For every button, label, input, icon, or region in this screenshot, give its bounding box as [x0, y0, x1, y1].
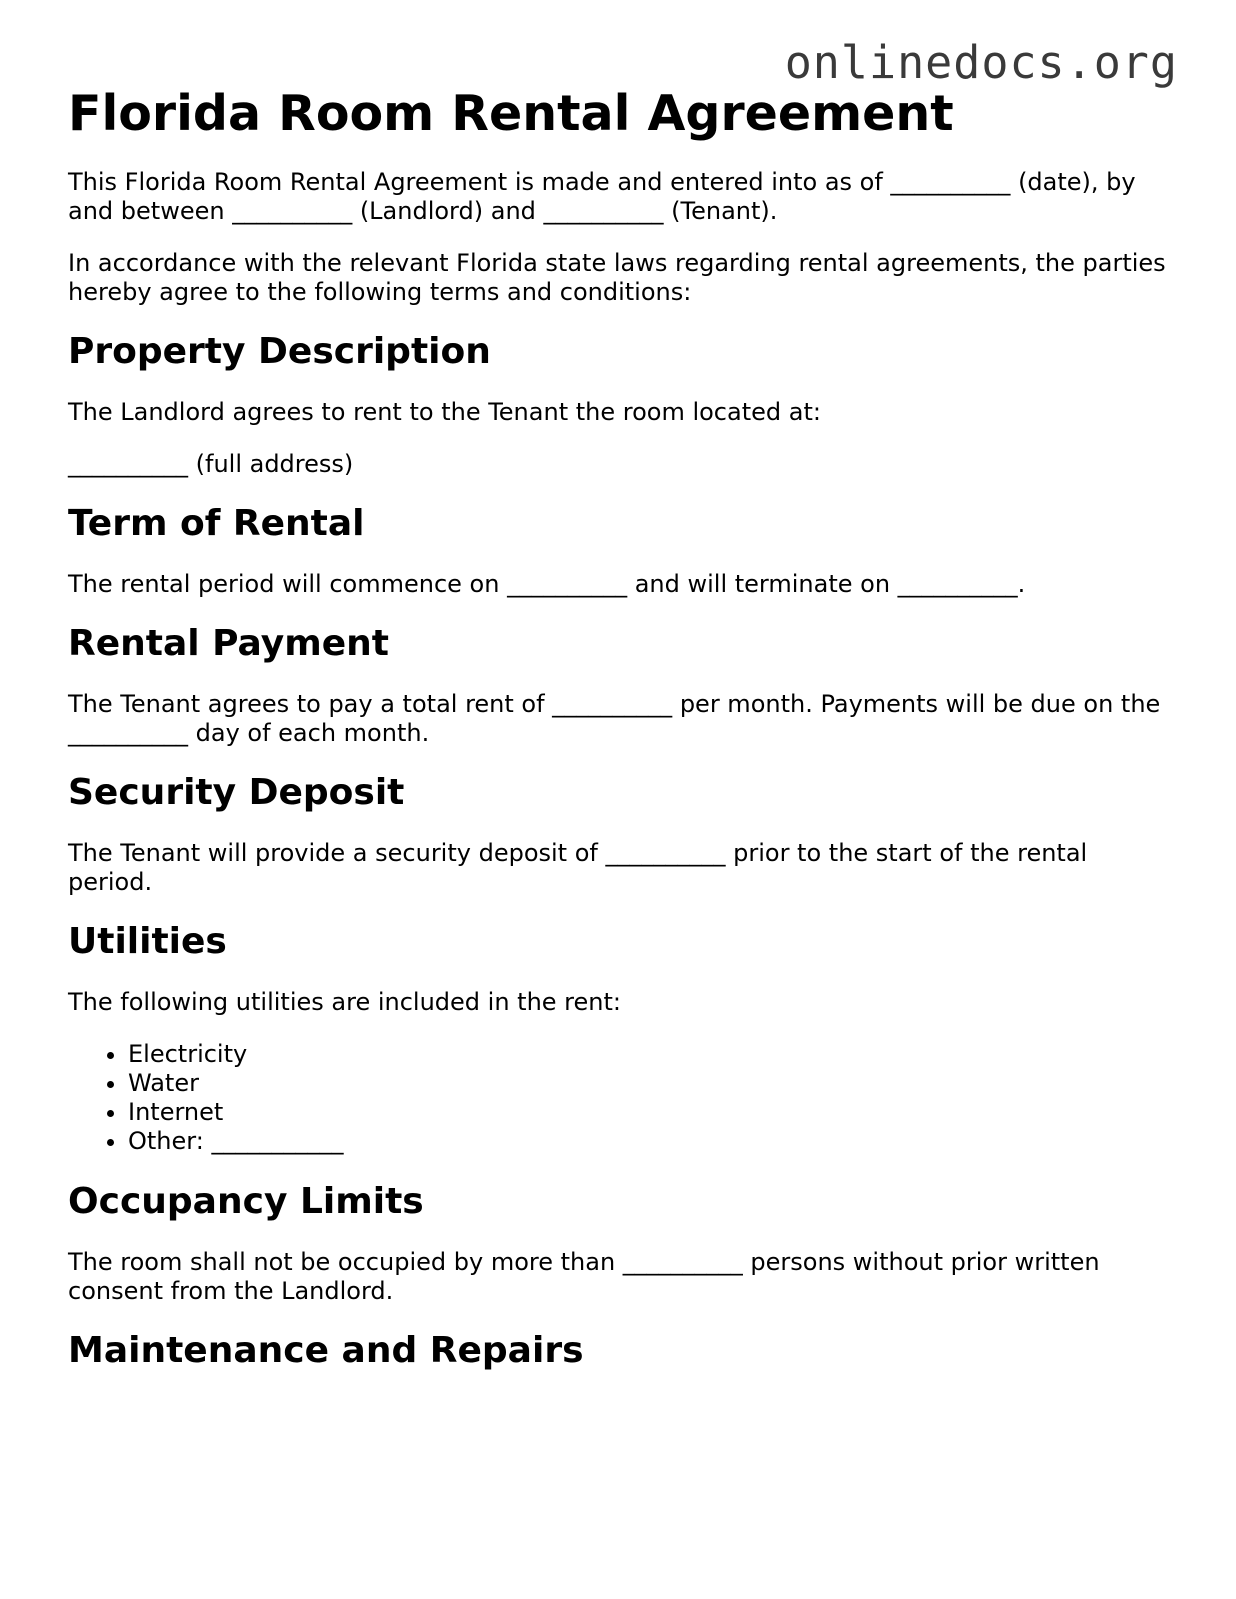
utilities-paragraph: The following utilities are included in the rent: — [68, 988, 621, 1016]
payment-paragraph: The Tenant agrees to pay a total rent of __________ per month. Payments will be due on the __________ day of each month. — [68, 690, 1161, 747]
intro-paragraph: This Florida Room Rental Agreement is made and entered into as of __________ (date), by and between __________ (Landlord) and __________ (Tenant). — [68, 168, 1136, 225]
section-heading-maintenance: Maintenance and Repairs — [68, 1330, 584, 1371]
section-heading-occupancy: Occupancy Limits — [68, 1181, 424, 1222]
section-heading-utilities: Utilities — [68, 921, 227, 962]
section-heading-property: Property Description — [68, 331, 491, 372]
intro-laws-paragraph: In accordance with the relevant Florida state laws regarding rental agreements, the parties hereby agree to the following terms and conditions: — [68, 249, 1166, 306]
section-heading-term: Term of Rental — [68, 503, 365, 544]
term-paragraph: The rental period will commence on __________ and will terminate on __________. — [68, 570, 1026, 598]
section-heading-payment: Rental Payment — [68, 623, 389, 664]
document-title: Florida Room Rental Agreement — [68, 85, 954, 142]
list-item: • Internet — [128, 1098, 1178, 1127]
list-item: • Electricity — [128, 1040, 1178, 1069]
deposit-paragraph: The Tenant will provide a security deposit of __________ prior to the start of the rental period. — [68, 839, 1088, 896]
property-address-paragraph: __________ (full address) — [68, 450, 354, 478]
occupancy-paragraph: The room shall not be occupied by more than __________ persons without prior written consent from the Landlord. — [68, 1248, 1100, 1305]
list-item: • Water — [128, 1069, 1178, 1098]
list-item: • Other: ___________ — [128, 1127, 1178, 1156]
utilities-list — [68, 1040, 1178, 1156]
property-paragraph: The Landlord agrees to rent to the Tenant the room located at: — [68, 398, 821, 426]
watermark: onlinedocs.org — [784, 36, 1178, 89]
section-heading-deposit: Security Deposit — [68, 772, 405, 813]
document-body — [68, 82, 1178, 1397]
